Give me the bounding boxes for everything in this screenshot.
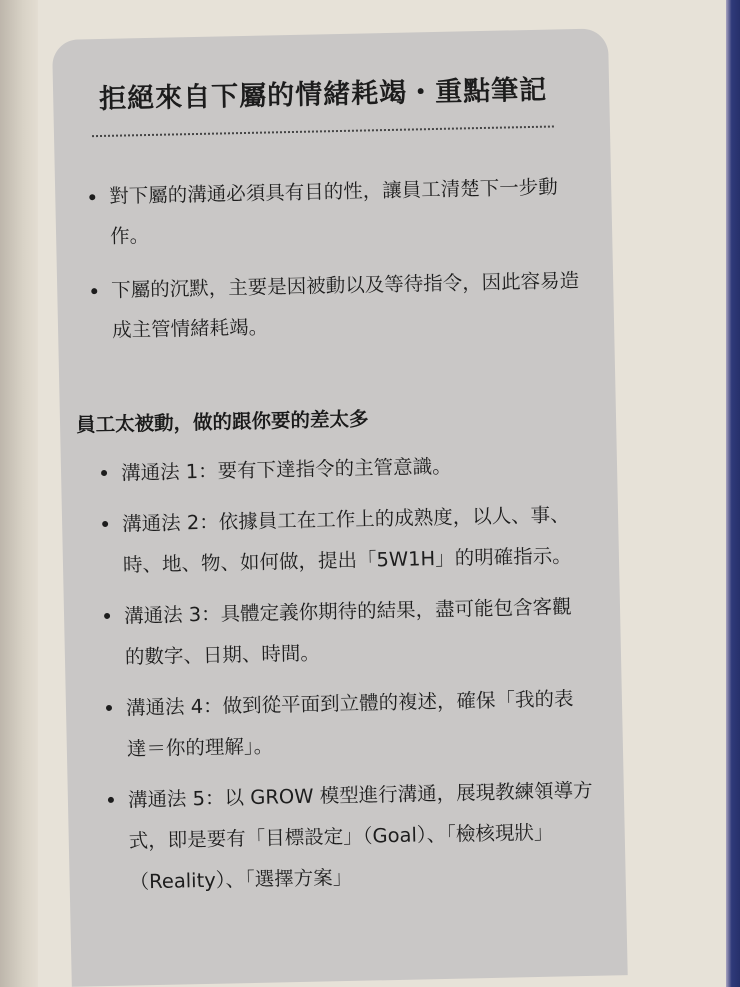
list-item (106, 770, 596, 903)
list-item-text: 下屬的沉默，主要是因被動以及等待指令，因此容易造成主管情緒耗竭。 (111, 269, 580, 342)
list-item (89, 261, 591, 351)
list-item (100, 494, 590, 586)
list-item (102, 586, 592, 678)
bullet-icon (108, 797, 114, 803)
dotted-divider (92, 126, 554, 138)
note-box (52, 28, 628, 986)
list-item-text: 溝通法 2：依據員工在工作上的成熟度，以人、事、時、地、物、如何做，提出「5W1H」的明確指示。 (121, 503, 572, 577)
bullet-icon (89, 194, 95, 200)
list-item (99, 443, 588, 494)
list-item-text: 溝通法 4：做到從平面到立體的複述，確保「我的表達＝你的理解」。 (125, 687, 574, 761)
bullet-icon (104, 613, 110, 619)
list-item-text: 溝通法 5：以 GROW 模型進行溝通，展現教練領導方式，即是要有「目標設定」（Goal）、「檢核現狀」（Reality）、「選擇方案」 (127, 778, 593, 894)
bullet-icon (101, 470, 107, 476)
page-edge (0, 0, 38, 987)
list-item (104, 678, 594, 770)
book-cover-edge (726, 0, 740, 987)
bullet-icon (106, 705, 112, 711)
list-item-text: 溝通法 3：具體定義你期待的結果，盡可能包含客觀的數字、日期、時間。 (123, 595, 572, 669)
section-heading: 員工太被動，做的跟你要的差太多 (75, 407, 369, 437)
method-bullet-list (99, 443, 597, 913)
bullet-icon (102, 521, 108, 527)
list-item-text: 溝通法 1：要有下達指令的主管意識。 (120, 454, 452, 485)
intro-bullet-list (87, 167, 591, 365)
bullet-icon (91, 288, 97, 294)
note-title: 拒絕來自下屬的情緒耗竭・重點筆記 (98, 74, 548, 116)
list-item-text: 對下屬的溝通必須具有目的性，讓員工清楚下一步動作。 (109, 175, 558, 248)
list-item (87, 167, 589, 257)
